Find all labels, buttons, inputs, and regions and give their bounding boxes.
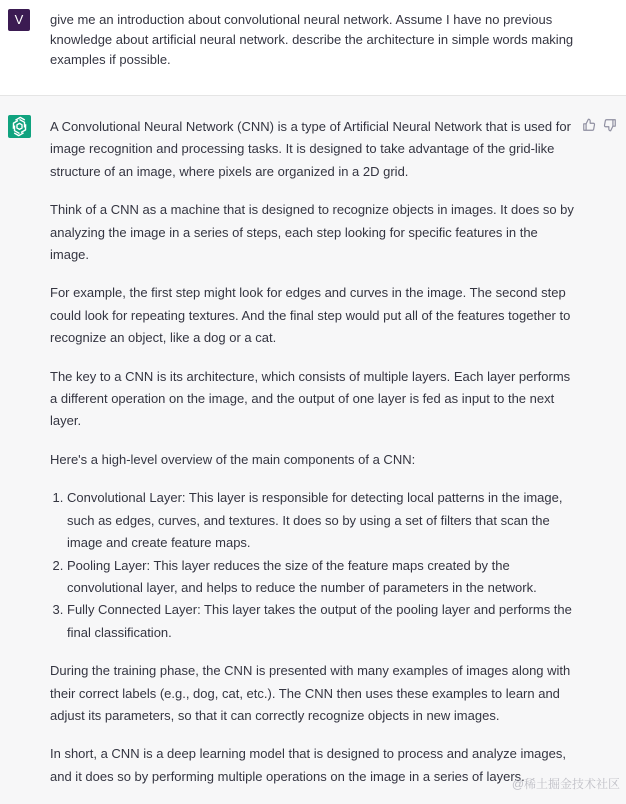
assistant-answer <box>50 116 575 804</box>
answer-paragraph: The key to a CNN is its architecture, which consists of multiple layers. Each layer performs a different operation on the image, and the output of one layer is fed as input to the next layer. <box>50 368 571 429</box>
assistant-message-block <box>0 96 626 798</box>
components-list <box>50 487 575 644</box>
answer-paragraph: In short, a CNN is a deep learning model that is designed to process and analyze images, and it does so by performing multiple operations on the image in a series of layers. <box>50 746 566 784</box>
answer-paragraph: For example, the first step might look for edges and curves in the image. The second step could look for repeating textures. And the final step would put all of the features together to recognize an object, like a dog or a cat. <box>50 285 571 346</box>
list-item: 3. Fully Connected Layer: This layer takes the output of the pooling layer and performs the final classification. <box>67 599 575 644</box>
list-item: 1. Convolutional Layer: This layer is responsible for detecting local patterns in the image, such as edges, curves, and textures. It does so by using a set of filters that scan the image and create feature maps. <box>67 487 575 554</box>
watermark: @稀土掘金技术社区 <box>511 777 620 791</box>
openai-logo-icon <box>8 115 31 138</box>
thumbs-up-icon[interactable] <box>582 118 596 132</box>
user-message-text: give me an introduction about convolutional neural network. Assume I have no previous knowledge about artificial neural network. describe the architecture in simple words making examples if possible. <box>50 12 574 67</box>
user-message-block <box>0 0 626 96</box>
thumbs-down-icon[interactable] <box>603 118 617 132</box>
answer-paragraph: Here's a high-level overview of the main components of a CNN: <box>50 451 416 467</box>
answer-paragraph: A Convolutional Neural Network (CNN) is a type of Artificial Neural Network that is used for image recognition and processing tasks. It is designed to take advantage of the grid-like structure of an image, where pixels are organized in a 2D grid. <box>50 119 571 179</box>
user-avatar: V <box>8 9 30 31</box>
list-item: 2. Pooling Layer: This layer reduces the size of the feature maps created by the convolutional layer, and helps to reduce the number of parameters in the network. <box>67 555 575 600</box>
answer-paragraph: During the training phase, the CNN is presented with many examples of images along with their correct labels (e.g., dog, cat, etc.). The CNN then uses these examples to learn and adjust its parameters, so that it can correctly recognize objects in new images. <box>50 663 571 723</box>
answer-paragraph: Think of a CNN as a machine that is designed to recognize objects in images. It does so by analyzing the image in a series of steps, each step looking for specific features in the image. <box>50 202 574 263</box>
